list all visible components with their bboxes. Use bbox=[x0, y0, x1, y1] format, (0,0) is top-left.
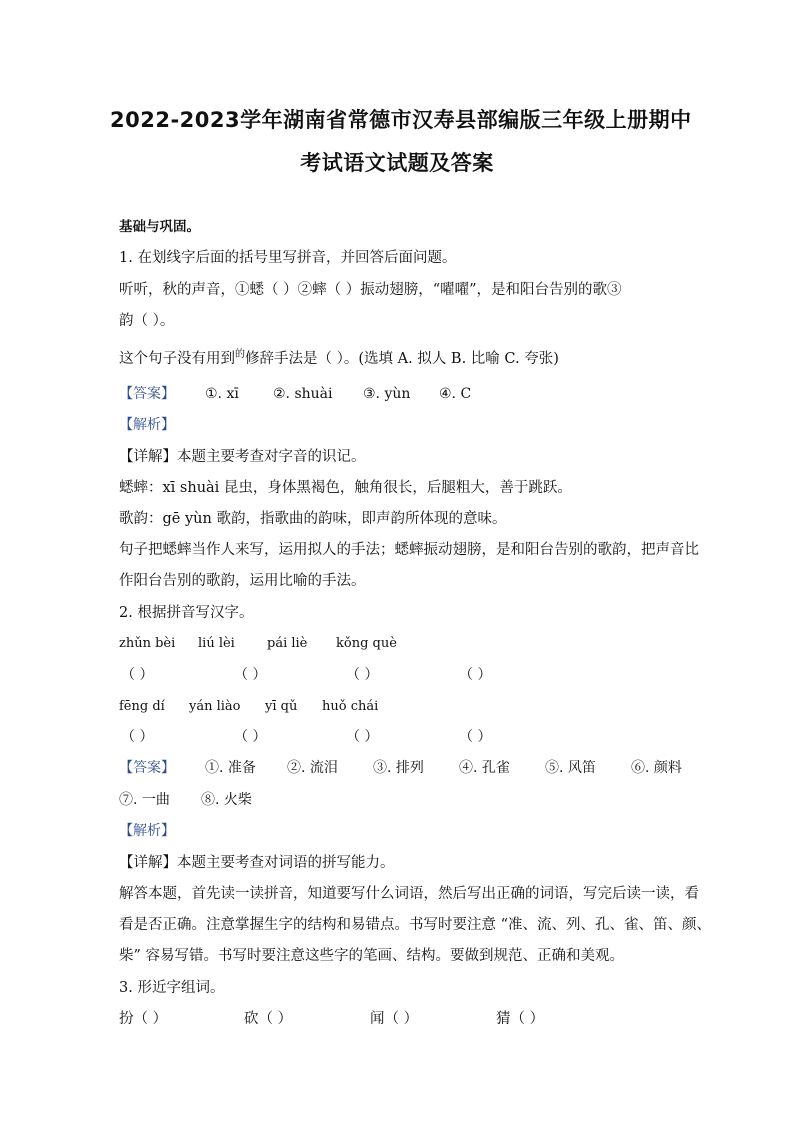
q2-pinyin-5: fēng dí bbox=[119, 699, 165, 714]
q2-analysis-label: 【解析】 bbox=[119, 823, 175, 839]
q2-answer-8: ⑧. 火柴 bbox=[201, 792, 252, 808]
q2-answer-7: ⑦. 一曲 bbox=[119, 792, 170, 808]
q3-prompt: 3. 形近字组词。 bbox=[119, 980, 225, 996]
q1-text-line2: 韵（ ）。 bbox=[119, 313, 175, 329]
q2-blank-1[interactable]: （ ） bbox=[121, 667, 154, 683]
q2-blank-4[interactable]: （ ） bbox=[459, 667, 492, 683]
q3-item-1[interactable]: 扮（ ） bbox=[119, 1011, 168, 1027]
q2-blank-3[interactable]: （ ） bbox=[346, 667, 379, 683]
document-title-line2: 考试语文试题及答案 bbox=[300, 151, 494, 175]
q2-pinyin-8: huǒ chái bbox=[322, 699, 379, 714]
q2-pinyin-4: kǒng què bbox=[336, 636, 397, 651]
q2-blank-5[interactable]: （ ） bbox=[121, 729, 154, 745]
q2-blank-7[interactable]: （ ） bbox=[346, 729, 379, 745]
q2-answer-4: ④. 孔雀 bbox=[459, 760, 510, 776]
q2-answer-row-2 bbox=[119, 790, 252, 810]
q1-answer-4: ④. C bbox=[439, 386, 472, 402]
q2-answer-2: ②. 流泪 bbox=[287, 760, 338, 776]
q2-pinyin-7: yī qǔ bbox=[265, 699, 298, 714]
q2-pinyin-2: liú lèi bbox=[198, 636, 235, 651]
q1-text-line1: 听听，秋的声音，①蟋（ ）②蟀（ ）振动翅膀，“嚁嚁”，是和阳台告别的歌③ bbox=[119, 282, 622, 298]
q1-explain-3b: 作阳台告别的歌韵，运用比喻的手法。 bbox=[119, 573, 366, 589]
q2-answer-3: ③. 排列 bbox=[373, 760, 424, 776]
q2-blank-6[interactable]: （ ） bbox=[234, 729, 267, 745]
q1-question-sup: 的 bbox=[235, 349, 245, 360]
q2-answer-1: ①. 准备 bbox=[205, 760, 256, 776]
q1-explain-1: 蟋蟀：xī shuài 昆虫，身体黑褐色，触角很长，后腿粗大，善于跳跃。 bbox=[119, 480, 572, 496]
q2-pinyin-3: pái liè bbox=[267, 636, 308, 651]
q2-pinyin-1: zhǔn bèi bbox=[119, 636, 176, 651]
q2-explain-1: 解答本题，首先读一读拼音，知道要写什么词语，然后写出正确的词语，写完后读一读，看 bbox=[119, 886, 699, 902]
document-title-line1: 2022-2023学年湖南省常德市汉寿县部编版三年级上册期中 bbox=[110, 108, 692, 132]
q2-answer-row-1 bbox=[119, 758, 682, 778]
q1-answer-row bbox=[119, 384, 471, 404]
q1-answer-3: ③. yùn bbox=[363, 386, 411, 402]
q1-question bbox=[119, 349, 559, 371]
q3-item-2[interactable]: 砍（ ） bbox=[244, 1011, 293, 1027]
q2-blank-2[interactable]: （ ） bbox=[234, 667, 267, 683]
q1-explain-3a: 句子把蟋蟀当作人来写，运用拟人的手法；蟋蟀振动翅膀，是和阳台告别的歌韵，把声音比 bbox=[119, 542, 699, 558]
q3-item-3[interactable]: 闻（ ） bbox=[370, 1011, 419, 1027]
q1-answer-label: 【答案】 bbox=[119, 386, 175, 402]
q3-item-4[interactable]: 猜（ ） bbox=[496, 1011, 545, 1027]
q1-analysis-label: 【解析】 bbox=[119, 417, 175, 433]
q2-answer-6: ⑥. 颜料 bbox=[631, 760, 682, 776]
q2-explain-2: 看是否正确。注意掌握生字的结构和易错点。书写时要注意 “准、流、列、孔、雀、笛、颜、 bbox=[119, 917, 712, 933]
q1-answer-1: ①. xī bbox=[205, 386, 239, 402]
section-heading: 基础与巩固。 bbox=[119, 219, 200, 235]
q1-explain-2: 歌韵：gē yùn 歌韵，指歌曲的韵味，即声韵所体现的意味。 bbox=[119, 511, 507, 527]
q2-answer-label: 【答案】 bbox=[119, 760, 175, 776]
q1-prompt: 1. 在划线字后面的括号里写拼音，并回答后面问题。 bbox=[119, 250, 457, 266]
q2-prompt: 2. 根据拼音写汉字。 bbox=[119, 605, 254, 621]
q2-pinyin-6: yán liào bbox=[189, 699, 241, 714]
q1-question-part2: 修辞手法是（ ）。(选填 A. 拟人 B. 比喻 C. 夸张) bbox=[245, 351, 559, 367]
q2-blank-8[interactable]: （ ） bbox=[459, 729, 492, 745]
q1-answer-2: ②. shuài bbox=[273, 386, 333, 402]
q2-detail-line: 【详解】本题主要考查对词语的拼写能力。 bbox=[119, 855, 395, 871]
q2-explain-3: 柴” 容易写错。书写时要注意这些字的笔画、结构。要做到规范、正确和美观。 bbox=[119, 948, 625, 964]
q2-answer-5: ⑤. 风笛 bbox=[545, 760, 596, 776]
q1-detail-line: 【详解】本题主要考查对字音的识记。 bbox=[119, 449, 366, 465]
q1-question-part1: 这个句子没有用到 bbox=[119, 351, 235, 367]
